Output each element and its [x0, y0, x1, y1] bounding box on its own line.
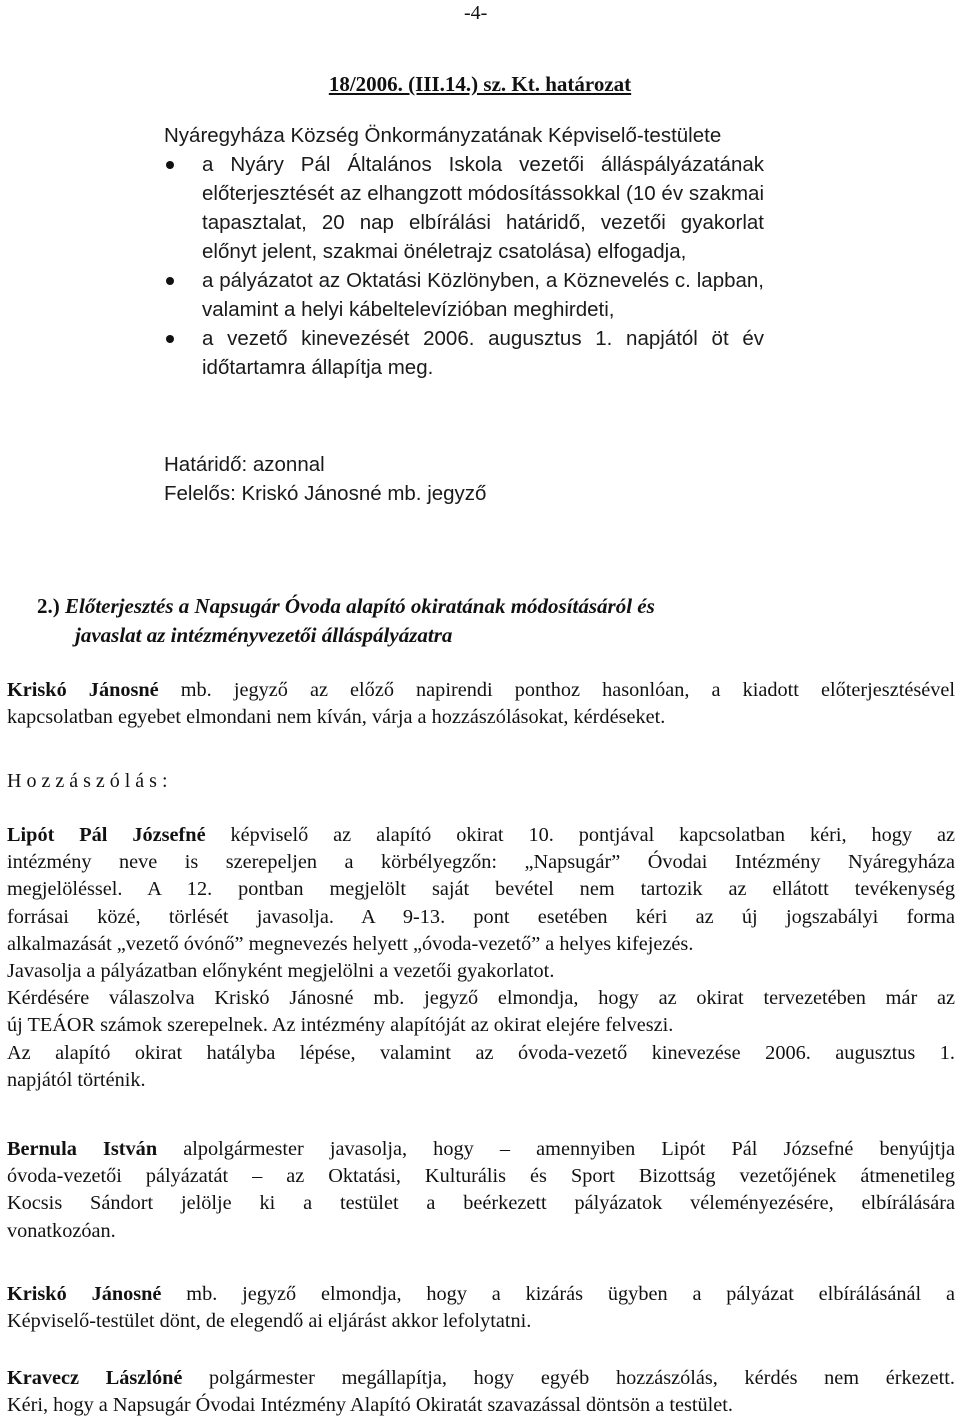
paragraph-lipot [7, 822, 955, 1094]
resolution-intro: Nyáregyháza Község Önkormányzatának Képviselő-testülete [164, 124, 722, 147]
paragraph-line: Lipót Pál Józsefné képviselő az alapító okirat 10. pontjával kapcsolatban kéri, hogy az [7, 824, 955, 846]
paragraph-line: Kriskó Jánosné mb. jegyző elmondja, hogy a kizárás ügyben a pályázat elbírálásánál a [7, 1283, 955, 1305]
paragraph-line: Kéri, hogy a Napsugár Óvodai Intézmény Alapító Okiratát szavazással döntsön a testület. [7, 1394, 733, 1417]
resolution-item: a pályázatot az Oktatási Közlönyben, a Köznevelés c. lapban, valamint a helyi kábeltelevízióban meghirdeti, [202, 266, 764, 324]
paragraph-kristo-1 [7, 677, 955, 731]
deadline: Határidő: azonnal [164, 453, 325, 476]
speaker-name: Kriskó Jánosné [7, 1283, 162, 1305]
paragraph-line: Kravecz Lászlóné polgármester megállapítja, hogy egyéb hozzászólás, kérdés nem érkezett. [7, 1367, 955, 1389]
resolution-item: a vezető kinevezését 2006. augusztus 1. napjától öt év időtartamra állapítja meg. [202, 324, 764, 382]
paragraph-line: Kérdésére válaszolva Kriskó Jánosné mb. jegyző elmondja, hogy az okirat tervezetében már az [7, 987, 955, 1010]
paragraph-line: Kocsis Sándort jelölje ki a testület a beérkezett pályázatok véleményezésére, elbírálására [7, 1192, 955, 1215]
paragraph-line: Az alapító okirat hatályba lépése, valamint az óvoda-vezető kinevezése 2006. augusztus 1. [7, 1041, 955, 1064]
paragraph-line: forrásai közé, törlését javasolja. A 9-13. pont esetében kéri az új jogszabályi forma [7, 905, 955, 928]
paragraph-kravecz [7, 1365, 955, 1419]
paragraph-line: Javasolja a pályázatban előnyként megjelölni a vezetői gyakorlatot. [7, 960, 555, 983]
paragraph-line: kapcsolatban egyebet elmondani nem kíván, várja a hozzászólásokat, kérdéseket. [7, 706, 666, 729]
agenda-title-line1: Előterjesztés a Napsugár Óvoda alapító okiratának módosításáról és [65, 594, 655, 618]
paragraph-line: új TEÁOR számok szerepelnek. Az intézmény alapítóját az okirat elejére felveszi. [7, 1014, 674, 1037]
paragraph-line: megjelöléssel. A 12. pontban megjelölt saját bevétel nem tartozik az ellátott tevékenység [7, 878, 955, 901]
agenda-number: 2.) [37, 594, 60, 618]
paragraph-bernula [7, 1136, 955, 1245]
speaker-name: Kravecz Lászlóné [7, 1367, 183, 1389]
resolution-list [202, 150, 764, 382]
agenda-heading [37, 592, 937, 650]
paragraph-line: vonatkozóan. [7, 1219, 116, 1242]
speaker-name: Lipót Pál Józsefné [7, 824, 206, 846]
responsible: Felelős: Kriskó Jánosné mb. jegyző [164, 482, 487, 505]
discussion-label: Hozzászólás: [7, 770, 173, 792]
paragraph-line: óvoda-vezetői pályázatát – az Oktatási, Kulturális és Sport Bizottság vezetőjének átmenetileg [7, 1165, 955, 1188]
paragraph-line: Kriskó Jánosné mb. jegyző az előző napirendi ponthoz hasonlóan, a kiadott előterjesztésével [7, 679, 956, 701]
paragraph-line: napjától történik. [7, 1068, 146, 1091]
agenda-title-line2: javaslat az intézményvezetői álláspályázatra [75, 623, 453, 647]
paragraph-line: intézmény neve is szerepeljen a körbélyegzőn: „Napsugár” Óvodai Intézmény Nyáregyháza [7, 851, 955, 874]
paragraph-line: alkalmazását „vezető óvónő” megnevezés helyett „óvoda-vezető” a helyes kifejezés. [7, 932, 694, 955]
paragraph-line: Képviselő-testület dönt, de elegendő ai eljárást akkor lefolytatni. [7, 1310, 532, 1333]
resolution-title: 18/2006. (III.14.) sz. Kt. határozat [328, 72, 632, 96]
speaker-name: Kriskó Jánosné [7, 679, 159, 701]
paragraph-line: Bernula István alpolgármester javasolja, hogy – amennyiben Lipót Pál Józsefné benyújtja [7, 1138, 955, 1160]
resolution-item: a Nyáry Pál Általános Iskola vezetői álláspályázatának előterjesztését az elhangzott módosítássokkal (10 év szakmai tapasztalat, 20 nap elbírálási határidő, vezetői gyakorlat előnyt jelent, szakmai önéletrajz csatolása) elfogadja, [202, 150, 764, 266]
paragraph-kristo-2 [7, 1281, 955, 1335]
page-number: -4- [464, 2, 488, 24]
speaker-name: Bernula István [7, 1138, 158, 1160]
